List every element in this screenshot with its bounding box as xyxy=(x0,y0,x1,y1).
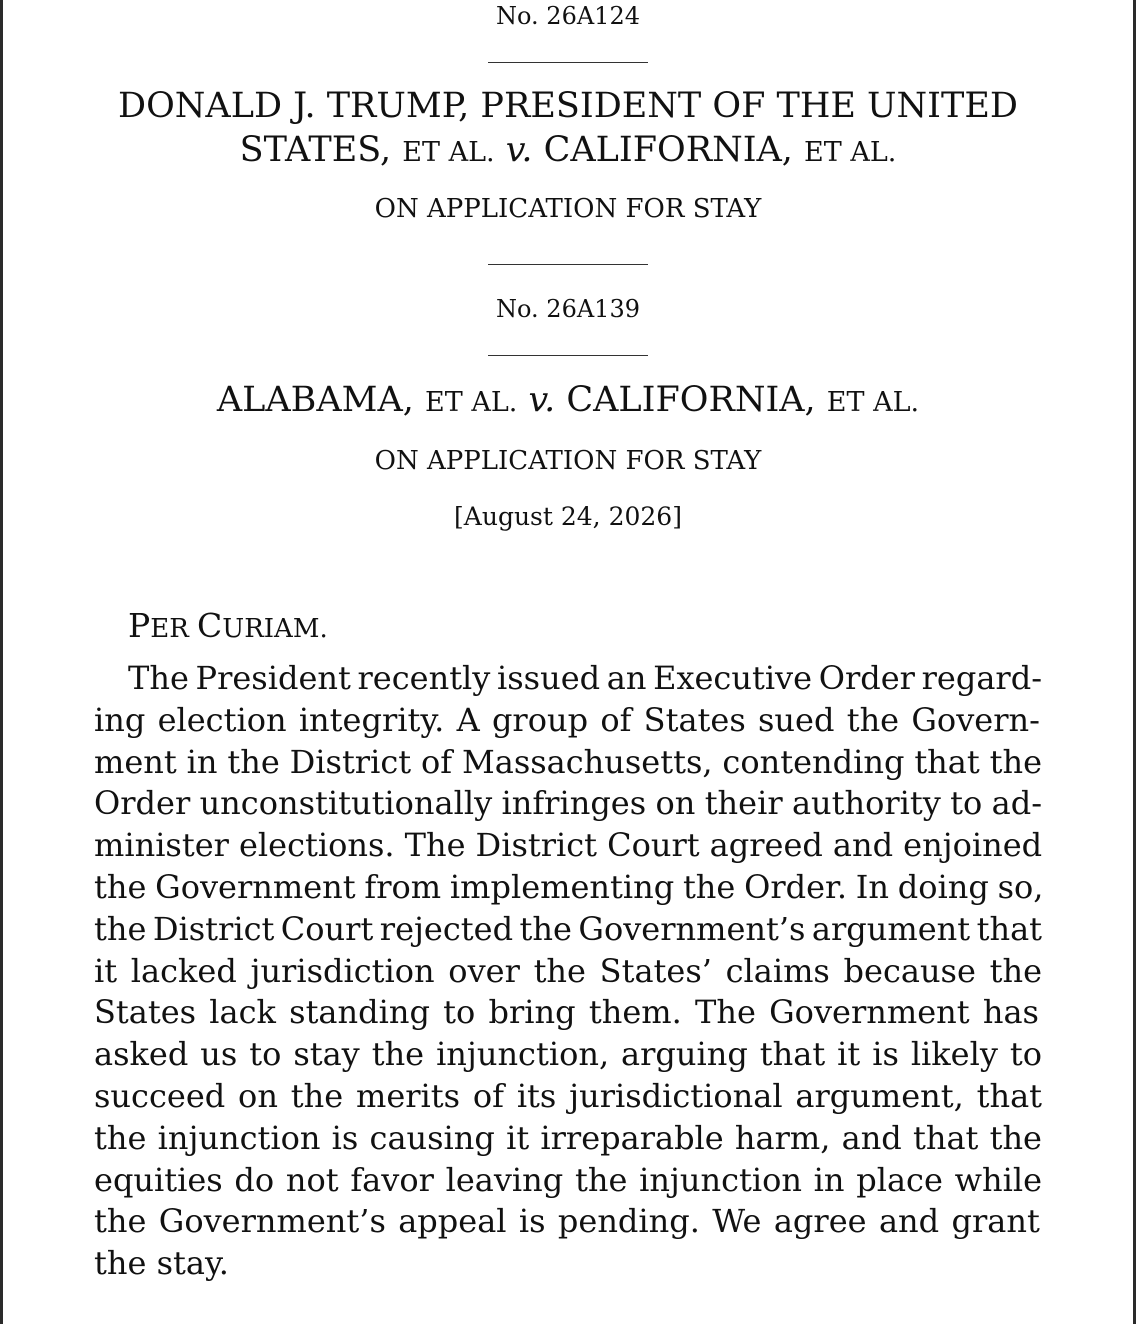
per-curiam-heading: PER CURIAM. xyxy=(128,606,328,645)
opinion-line: equities do not favor leaving the injunction in place while xyxy=(94,1160,1042,1199)
decision-date: [August 24, 2026] xyxy=(454,502,682,531)
opinion-line: The President recently issued an Executive Order regard- xyxy=(128,659,1043,697)
opinion-line: the District Court rejected the Government’s argument that xyxy=(94,909,1042,948)
divider-rule-2 xyxy=(488,264,648,265)
docket-number-1: No. 26A124 xyxy=(496,2,640,30)
opinion-line: States lack standing to bring them. The Government has xyxy=(94,993,1039,1032)
opinion-line: it lacked jurisdiction over the States’ claims because the xyxy=(94,951,1042,990)
divider-rule-1 xyxy=(488,62,648,63)
case-caption-2: ALABAMA, ET AL. v. CALIFORNIA, ET AL. xyxy=(216,380,920,420)
opinion-line: the Government from implementing the Order. In doing so, xyxy=(94,867,1044,906)
docket-number-2: No. 26A139 xyxy=(496,295,640,323)
opinion-line: the injunction is causing it irreparable harm, and that the xyxy=(94,1118,1042,1157)
opinion-line: succeed on the merits of its jurisdictional argument, that xyxy=(94,1076,1042,1115)
opinion-line: asked us to stay the injunction, arguing that it is likely to xyxy=(94,1035,1042,1074)
opinion-line: ment in the District of Massachusetts, contending that the xyxy=(94,742,1042,781)
application-label-1: ON APPLICATION FOR STAY xyxy=(374,194,762,224)
opinion-line: the stay. xyxy=(94,1244,229,1283)
divider-rule-3 xyxy=(488,355,648,356)
opinion-body xyxy=(94,658,1042,1285)
opinion-line: ing election integrity. A group of States sued the Govern- xyxy=(94,700,1040,739)
opinion-line: the Government’s appeal is pending. We agree and grant xyxy=(94,1202,1040,1241)
opinion-line: minister elections. The District Court agreed and enjoined xyxy=(94,826,1043,865)
application-label-2: ON APPLICATION FOR STAY xyxy=(374,446,762,476)
case-caption-1-line-1: DONALD J. TRUMP, PRESIDENT OF THE UNITED xyxy=(118,86,1018,126)
case-caption-1-line-2: STATES, ET AL. v. CALIFORNIA, ET AL. xyxy=(239,130,897,170)
opinion-line: Order unconstitutionally infringes on their authority to ad- xyxy=(94,784,1042,823)
